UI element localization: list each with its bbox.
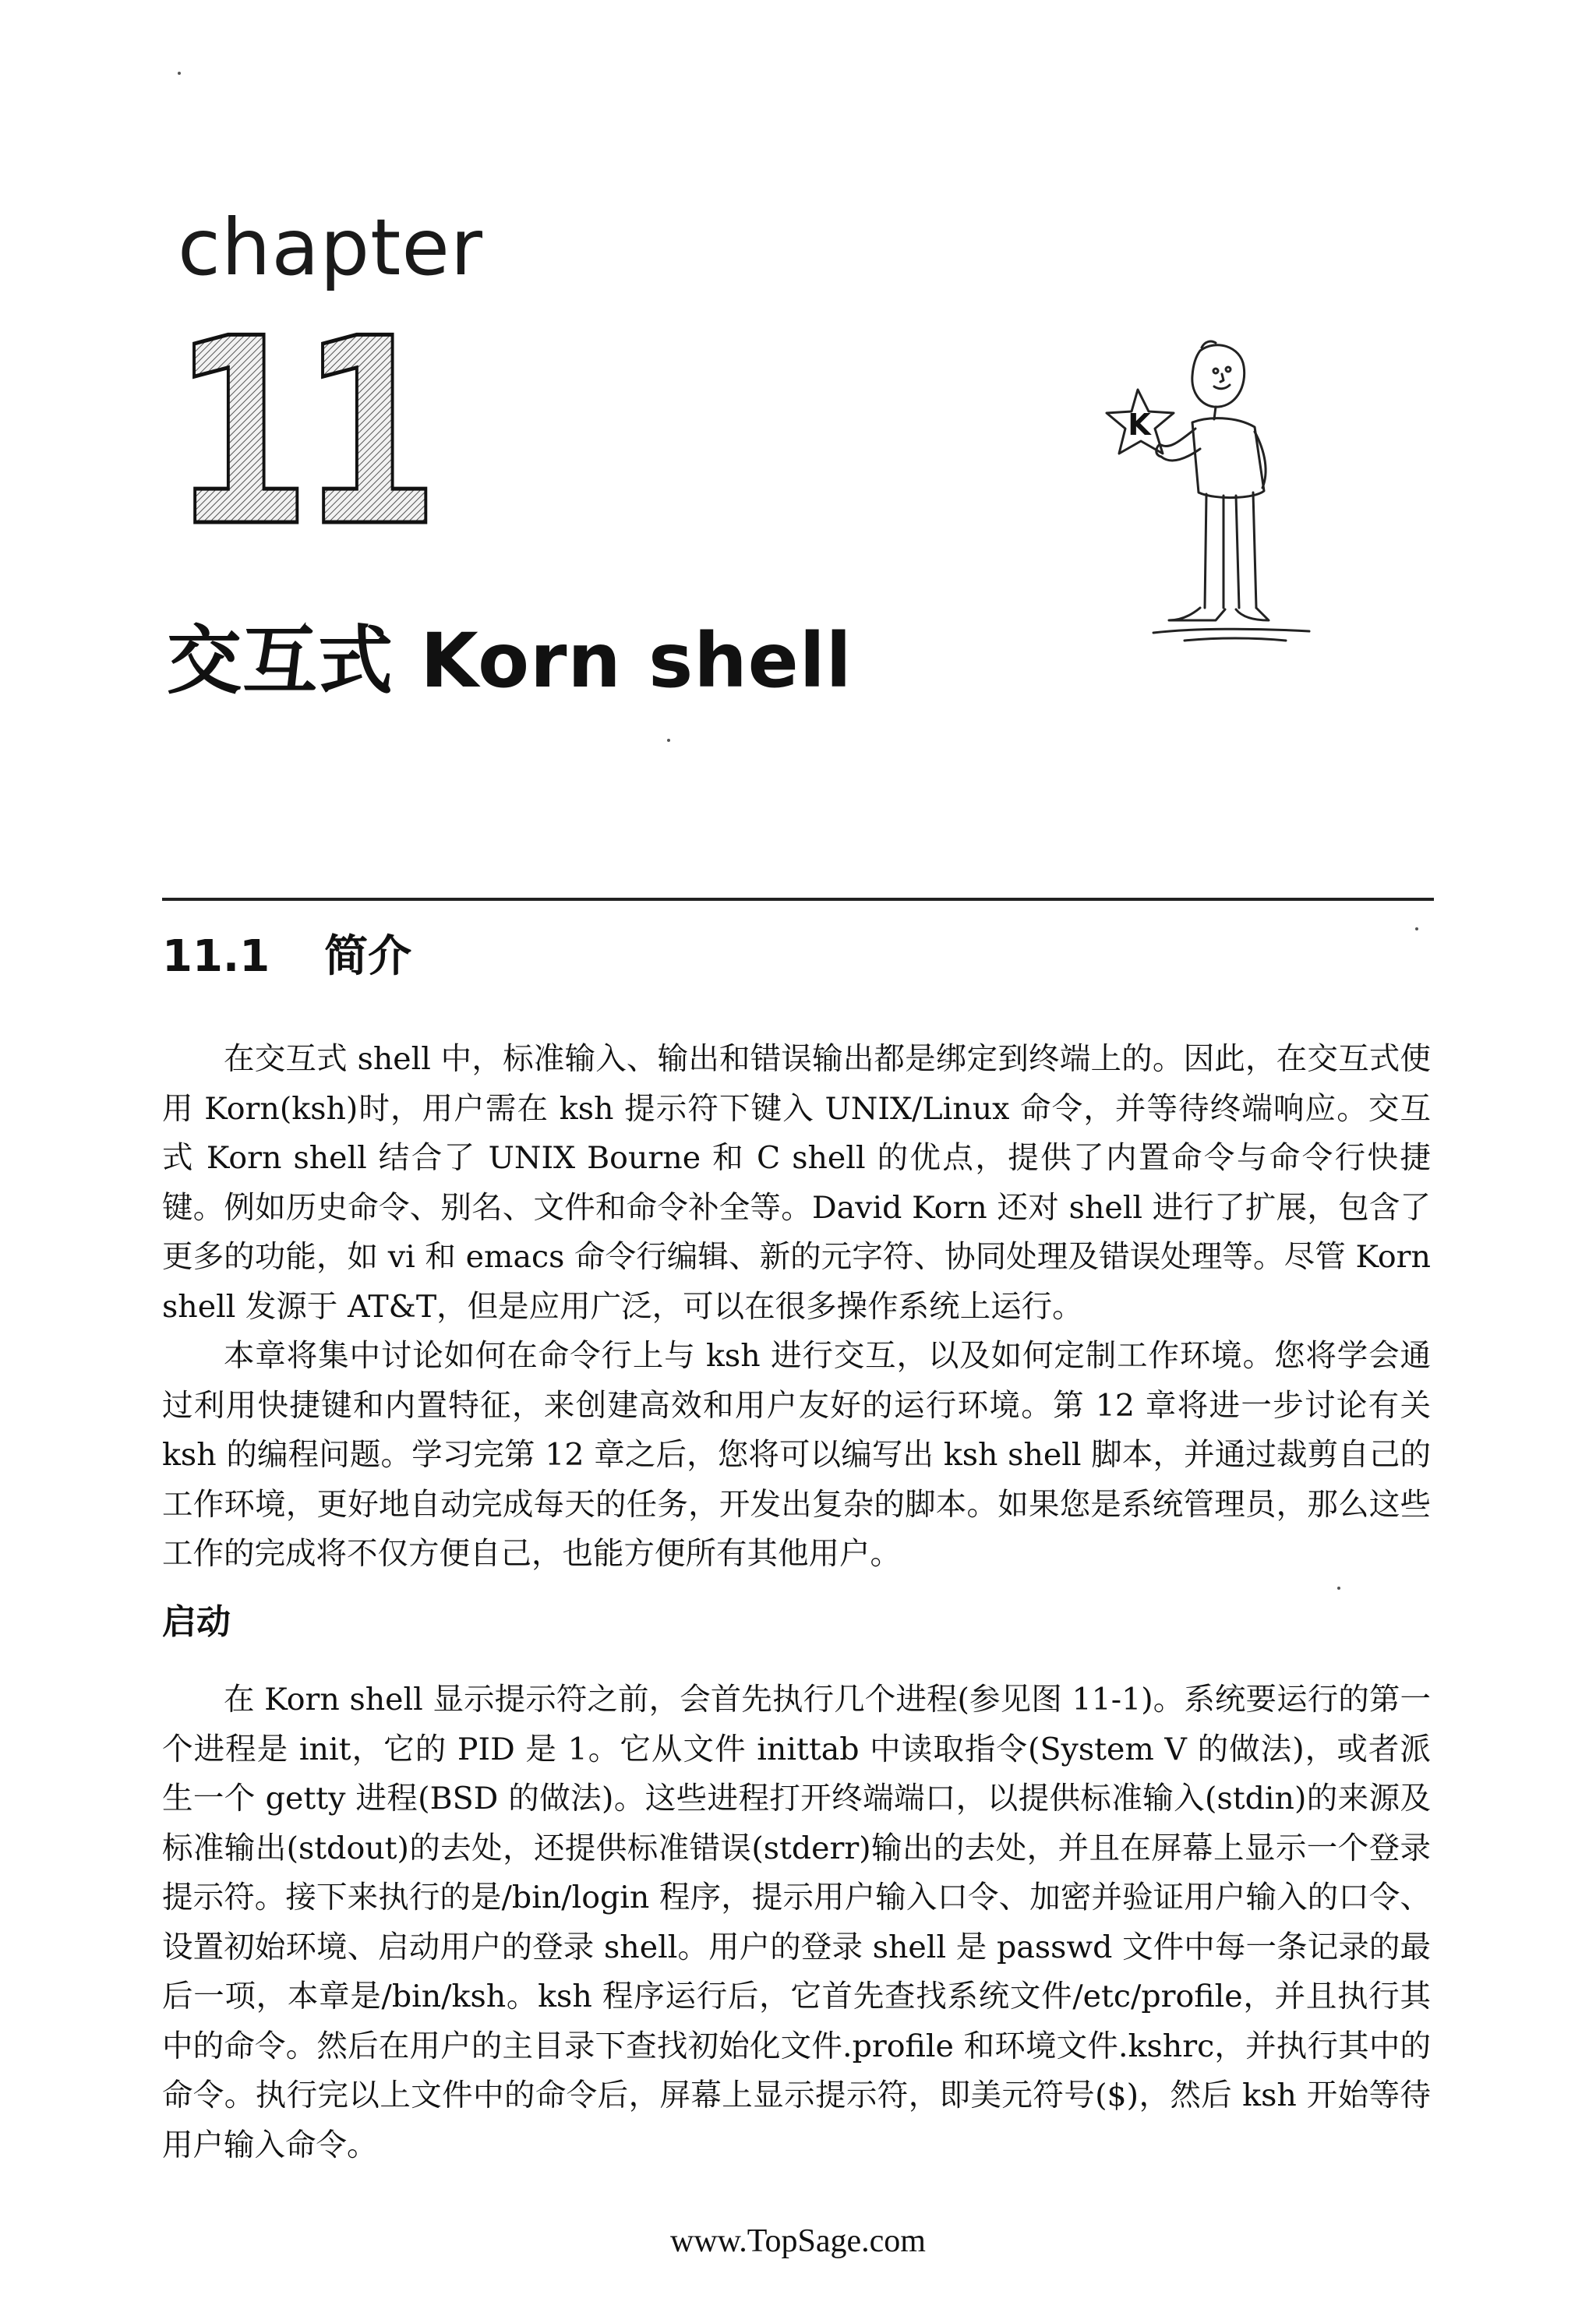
- chapter-number-text: 11: [171, 284, 429, 583]
- paragraph: 在 Korn shell 显示提示符之前，会首先执行几个进程(参见图 11-1)。系统要运行的第一个进程是 init，它的 PID 是 1。它从文件 inittab 中读取指令(System V 的做法)，或者派生一个 getty 进程(BSD 的做法)。这些进程打开终端端口，以提供标准输入(stdin)的来源及标准输出(stdout)的去处，还提供标准错误(stderr)输出的去处，并且在屏幕上显示一个登录提示符。接下来执行的是/bin/login 程序，提示用户输入口令、加密并验证用户输入的口令、设置初始环境、启动用户的登录 shell。用户的登录 shell 是 passwd 文件中每一条记录的最后一项，本章是/bin/ksh。ksh 程序运行后，它首先查找系统文件/etc/profile，并且执行其中的命令。然后在用户的主目录下查找初始化文件.profile 和环境文件.kshrc，并执行其中的命令。执行完以上文件中的命令后，屏幕上显示提示符，即美元符号($)，然后 ksh 开始等待用户输入命令。: [162, 1682, 1431, 2163]
- scan-speck: [667, 739, 670, 742]
- subsection-body: [162, 1675, 1431, 2170]
- scan-speck: [1415, 927, 1418, 930]
- section-divider: [162, 898, 1434, 901]
- section-heading: [162, 931, 412, 982]
- section-body: [162, 1035, 1431, 1580]
- chapter-number: [171, 284, 436, 583]
- scan-speck: [178, 72, 181, 75]
- mascot-illustration: [1099, 335, 1325, 655]
- section-number: 11.1: [162, 931, 270, 982]
- paragraph: 本章将集中讨论如何在命令行上与 ksh 进行交互，以及如何定制工作环境。您将学会通过利用快捷键和内置特征，来创建高效和用户友好的运行环境。第 12 章将进一步讨论有关 ksh 的编程问题。学习完第 12 章之后，您将可以编写出 ksh shell 脚本，并通过裁剪自己的工作环境，更好地自动完成每天的任务，开发出复杂的脚本。如果您是系统管理员，那么这些工作的完成将不仅方便自己，也能方便所有其他用户。: [162, 1338, 1431, 1572]
- footer-url: www.TopSage.com: [670, 2223, 926, 2259]
- subsection-heading: 启动: [162, 1602, 231, 1642]
- chapter-label: chapter: [178, 202, 483, 293]
- mascot-badge-letter: K: [1128, 408, 1151, 442]
- section-title: 简介: [324, 931, 412, 982]
- paragraph: 在交互式 shell 中，标准输入、输出和错误输出都是绑定到终端上的。因此，在交互式使用 Korn(ksh)时，用户需在 ksh 提示符下键入 UNIX/Linux 命令，并等待终端响应。交互式 Korn shell 结合了 UNIX Bourne 和 C shell 的优点，提供了内置命令与命令行快捷键。例如历史命令、别名、文件和命令补全等。David Korn 还对 shell 进行了扩展，包含了更多的功能，如 vi 和 emacs 命令行编辑、新的元字符、协同处理及错误处理等。尽管 Korn shell 发源于 AT&T，但是应用广泛，可以在很多操作系统上运行。: [162, 1041, 1431, 1325]
- scan-speck: [1337, 1587, 1340, 1590]
- chapter-title: 交互式 Korn shell: [167, 617, 853, 704]
